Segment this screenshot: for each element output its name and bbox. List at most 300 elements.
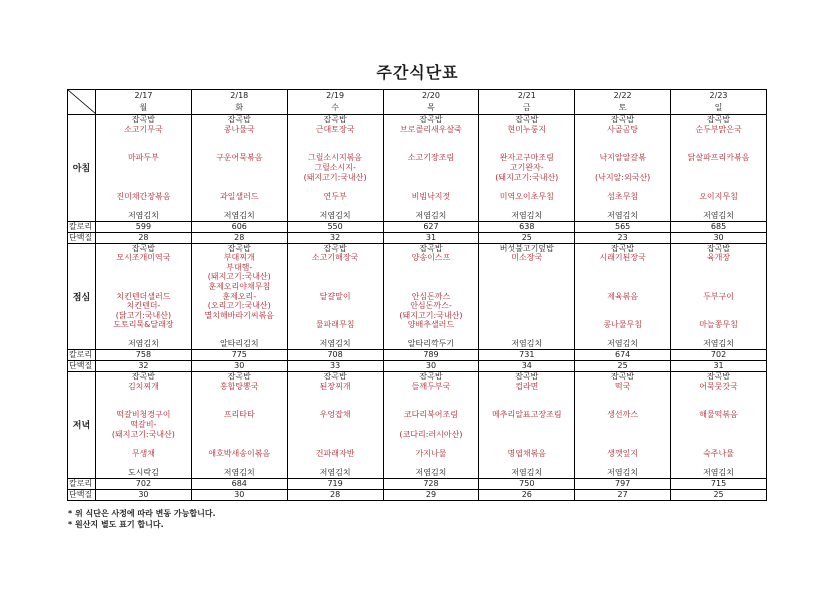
menu-item: 고기완자- bbox=[509, 162, 544, 172]
menu-cell bbox=[671, 115, 767, 222]
menu-item: 멸치해바라기씨볶음 bbox=[204, 310, 275, 320]
meal-row bbox=[68, 115, 767, 222]
menu-item: 구운어묵볶음 bbox=[216, 153, 263, 163]
menu-item: 저염김치 bbox=[415, 210, 447, 220]
protein-value: 30 bbox=[191, 361, 287, 372]
menu-item: 저염김치 bbox=[127, 210, 159, 220]
menu-item bbox=[288, 263, 383, 273]
menu-item bbox=[575, 391, 670, 401]
menu-item: 낙지알알갈볶 bbox=[599, 153, 646, 163]
menu-cell bbox=[191, 372, 287, 479]
menu-item bbox=[671, 134, 766, 144]
menu-item bbox=[384, 282, 479, 292]
menu-item bbox=[671, 401, 766, 411]
menu-item bbox=[671, 311, 766, 321]
menu-item: 그릴소시지- bbox=[314, 162, 356, 172]
day-of-week: 금 bbox=[522, 103, 531, 112]
menu-item: 컵라면 bbox=[515, 381, 539, 391]
menu-item bbox=[384, 201, 479, 211]
menu-item: 완자고구마조림 bbox=[499, 153, 554, 163]
menu-item bbox=[192, 330, 287, 340]
menu-item bbox=[479, 182, 574, 192]
menu-item bbox=[96, 439, 191, 449]
calorie-value: 750 bbox=[479, 478, 575, 489]
menu-cell bbox=[575, 243, 671, 350]
menu-item bbox=[575, 163, 670, 173]
menu-item: 저염김치 bbox=[607, 339, 639, 349]
menu-item bbox=[671, 330, 766, 340]
menu-item: 근대토장국 bbox=[315, 124, 355, 134]
protein-value: 23 bbox=[575, 232, 671, 243]
menu-item: (돼지고기:국내산) bbox=[495, 172, 559, 182]
menu-cell bbox=[287, 115, 383, 222]
menu-item: 저염김치 bbox=[703, 468, 734, 477]
protein-value: 30 bbox=[383, 361, 479, 372]
menu-item bbox=[192, 163, 287, 173]
menu-item bbox=[384, 173, 479, 183]
menu-item: 저염김치 bbox=[319, 210, 351, 220]
menu-item: 시래기된장국 bbox=[599, 253, 646, 263]
menu-item bbox=[671, 272, 766, 282]
protein-value: 32 bbox=[96, 361, 192, 372]
menu-item: 순두부맑은국 bbox=[695, 124, 742, 134]
menu-item: 안심돈까스- bbox=[410, 301, 452, 311]
protein-label: 단백질 bbox=[68, 489, 96, 500]
menu-item: 훈제오리야채무침 bbox=[208, 281, 271, 291]
menu-item: 잡곡밥 bbox=[611, 243, 635, 253]
menu-item: 잡곡밥 bbox=[611, 372, 635, 382]
menu-cell bbox=[287, 372, 383, 479]
menu-item: 잡곡밥 bbox=[706, 372, 731, 382]
menu-item: 잡곡밥 bbox=[323, 115, 347, 124]
day-of-week: 토 bbox=[618, 103, 627, 112]
menu-item bbox=[384, 330, 479, 340]
menu-item: 콩나물국 bbox=[223, 124, 255, 134]
menu-cell bbox=[383, 115, 479, 222]
day-of-week: 화 bbox=[235, 103, 244, 112]
menu-item bbox=[96, 282, 191, 292]
menu-item: 잡곡밥 bbox=[419, 115, 443, 124]
menu-item: 어묵뭇갓국 bbox=[699, 381, 738, 391]
menu-cell bbox=[96, 115, 192, 222]
protein-row bbox=[68, 489, 767, 500]
protein-value: 31 bbox=[383, 232, 479, 243]
menu-item: 현미누룽지 bbox=[507, 124, 547, 134]
menu-cell bbox=[671, 372, 767, 479]
menu-item bbox=[671, 163, 766, 173]
menu-item bbox=[671, 263, 766, 273]
menu-cell bbox=[191, 115, 287, 222]
menu-item bbox=[384, 420, 479, 430]
menu-item bbox=[192, 458, 287, 468]
menu-item: 저염김치 bbox=[127, 339, 159, 349]
menu-item: 건파래자반 bbox=[315, 448, 355, 458]
protein-value: 28 bbox=[191, 232, 287, 243]
menu-item: 물파래무침 bbox=[315, 320, 355, 330]
protein-value: 25 bbox=[671, 489, 767, 500]
day-header bbox=[191, 90, 287, 115]
menu-item: 저염김치 bbox=[703, 210, 734, 220]
menu-item: 홍합탕뽕국 bbox=[219, 381, 259, 391]
menu-cell bbox=[575, 372, 671, 479]
day-date: 2/23 bbox=[709, 91, 728, 100]
menu-item bbox=[288, 134, 383, 144]
menu-item bbox=[384, 391, 479, 401]
menu-item: 김치찌개 bbox=[127, 381, 159, 391]
menu-item: (오리고기:국내산) bbox=[207, 301, 271, 311]
menu-item bbox=[479, 420, 574, 430]
calorie-value: 550 bbox=[287, 221, 383, 232]
menu-item bbox=[288, 430, 383, 440]
menu-item: 미역오이초무침 bbox=[499, 191, 554, 201]
menu-item bbox=[575, 263, 670, 273]
meal-label: 저녁 bbox=[68, 372, 96, 479]
menu-item: 그릴소시지볶음 bbox=[308, 153, 363, 163]
menu-item: 해물떡볶음 bbox=[699, 410, 738, 420]
menu-item: 콩나물무침 bbox=[603, 320, 642, 330]
menu-item: 버섯불고기덮밥 bbox=[499, 243, 554, 253]
menu-item: 떡국 bbox=[614, 381, 631, 391]
menu-item bbox=[384, 144, 479, 154]
calorie-value: 674 bbox=[575, 350, 671, 361]
calorie-value: 627 bbox=[383, 221, 479, 232]
menu-item: 잡곡밥 bbox=[419, 243, 443, 253]
protein-value: 25 bbox=[479, 232, 575, 243]
menu-item: 안심돈까스 bbox=[411, 291, 451, 301]
menu-item bbox=[479, 430, 574, 440]
calorie-label: 칼로리 bbox=[68, 350, 96, 361]
menu-item: 치킨텐더- bbox=[126, 301, 161, 311]
menu-item: 잡곡밥 bbox=[706, 243, 731, 253]
menu-item: (돼지고기:국내산) bbox=[303, 172, 367, 182]
menu-item: 명엽채볶음 bbox=[507, 448, 547, 458]
notes bbox=[68, 508, 216, 530]
menu-item bbox=[671, 201, 766, 211]
menu-item bbox=[575, 182, 670, 192]
menu-item: 된장찌개 bbox=[319, 381, 351, 391]
menu-item bbox=[288, 391, 383, 401]
day-date: 2/18 bbox=[230, 91, 249, 100]
day-date: 2/22 bbox=[613, 91, 632, 100]
menu-item bbox=[192, 391, 287, 401]
calorie-label: 칼로리 bbox=[68, 478, 96, 489]
day-header bbox=[671, 90, 767, 115]
menu-item bbox=[575, 458, 670, 468]
menu-item: 저염김치 bbox=[511, 468, 543, 477]
menu-item: 미소장국 bbox=[511, 253, 543, 263]
calorie-label: 칼로리 bbox=[68, 221, 96, 232]
menu-item bbox=[479, 272, 574, 282]
menu-item: 달걀말이 bbox=[319, 291, 351, 301]
menu-item: 가지나물 bbox=[415, 448, 447, 458]
menu-item bbox=[575, 272, 670, 282]
menu-item bbox=[384, 401, 479, 411]
menu-item: 도시락김 bbox=[127, 468, 159, 477]
menu-item bbox=[288, 311, 383, 321]
day-date: 2/21 bbox=[517, 91, 536, 100]
meal-label: 아침 bbox=[68, 115, 96, 222]
menu-item: 저염김치 bbox=[415, 468, 447, 477]
protein-value: 30 bbox=[671, 232, 767, 243]
menu-item bbox=[96, 134, 191, 144]
menu-item: 제육볶음 bbox=[607, 291, 639, 301]
menu-item: (닭고기:국내산) bbox=[115, 310, 172, 320]
menu-item: 모시조개미역국 bbox=[116, 253, 171, 263]
menu-item: 저염김치 bbox=[703, 339, 734, 349]
menu-item: 훈제오리- bbox=[222, 291, 257, 301]
menu-item bbox=[384, 439, 479, 449]
calorie-value: 758 bbox=[96, 350, 192, 361]
menu-item bbox=[192, 134, 287, 144]
menu-cell bbox=[287, 243, 383, 350]
protein-value: 28 bbox=[96, 232, 192, 243]
menu-item: 잡곡밥 bbox=[131, 243, 156, 253]
menu-item: 과일샐러드 bbox=[219, 191, 259, 201]
menu-item: 잡곡밥 bbox=[611, 115, 635, 124]
menu-item: 무생채 bbox=[131, 448, 156, 458]
menu-item: 생깻잎지 bbox=[607, 448, 639, 458]
menu-item: 잡곡밥 bbox=[515, 115, 539, 124]
menu-item bbox=[479, 320, 574, 330]
day-of-week: 목 bbox=[427, 103, 435, 112]
menu-item: 소고기장조림 bbox=[407, 153, 455, 163]
menu-item: 양송이스프 bbox=[411, 253, 451, 263]
day-of-week: 월 bbox=[139, 103, 148, 112]
menu-item bbox=[288, 182, 383, 192]
menu-item bbox=[192, 439, 287, 449]
menu-item bbox=[671, 182, 766, 192]
menu-item bbox=[575, 430, 670, 440]
menu-item bbox=[384, 134, 479, 144]
menu-item bbox=[288, 201, 383, 211]
day-header bbox=[575, 90, 671, 115]
menu-item bbox=[288, 272, 383, 282]
menu-item bbox=[479, 439, 574, 449]
day-of-week: 일 bbox=[714, 103, 723, 112]
calorie-value: 719 bbox=[287, 478, 383, 489]
menu-item bbox=[479, 292, 574, 302]
menu-item: 양배추샐러드 bbox=[407, 320, 455, 330]
menu-item: 오이지무침 bbox=[699, 191, 738, 201]
menu-item: 섬초무침 bbox=[607, 191, 639, 201]
calorie-value: 715 bbox=[671, 478, 767, 489]
menu-item: (돼지고기:국내산) bbox=[399, 310, 463, 320]
menu-item bbox=[96, 201, 191, 211]
menu-item: 마늘쫑무침 bbox=[699, 320, 738, 330]
menu-item: 애호박새송이볶음 bbox=[208, 448, 271, 458]
menu-item bbox=[288, 301, 383, 311]
menu-item bbox=[575, 401, 670, 411]
calorie-row bbox=[68, 350, 767, 361]
menu-item: 저염김치 bbox=[511, 339, 543, 349]
calorie-value: 685 bbox=[671, 221, 767, 232]
day-date: 2/20 bbox=[421, 91, 440, 100]
calorie-value: 731 bbox=[479, 350, 575, 361]
menu-item: 저염김치 bbox=[607, 468, 639, 477]
menu-item: 저염김치 bbox=[223, 468, 255, 477]
menu-item bbox=[671, 430, 766, 440]
menu-item bbox=[671, 439, 766, 449]
menu-item: 떡갈비청경구이 bbox=[116, 410, 171, 420]
menu-item bbox=[288, 420, 383, 430]
protein-row bbox=[68, 361, 767, 372]
menu-cell bbox=[96, 243, 192, 350]
menu-item: 소고기해장국 bbox=[311, 253, 359, 263]
day-header bbox=[383, 90, 479, 115]
day-date: 2/17 bbox=[134, 91, 153, 100]
calorie-row bbox=[68, 221, 767, 232]
calorie-value: 702 bbox=[96, 478, 192, 489]
menu-item: (돼지고기:국내산) bbox=[207, 272, 271, 282]
protein-value: 30 bbox=[191, 489, 287, 500]
menu-item bbox=[671, 173, 766, 183]
menu-item bbox=[479, 391, 574, 401]
menu-item bbox=[288, 330, 383, 340]
day-header bbox=[96, 90, 192, 115]
menu-item bbox=[192, 201, 287, 211]
menu-item bbox=[575, 301, 670, 311]
protein-value: 34 bbox=[479, 361, 575, 372]
menu-item: 브로콜리새우살죽 bbox=[400, 124, 462, 134]
menu-item: 부대찌개 bbox=[223, 253, 255, 263]
menu-item: 저염김치 bbox=[223, 210, 255, 220]
menu-item bbox=[479, 311, 574, 321]
calorie-value: 684 bbox=[191, 478, 287, 489]
menu-item bbox=[479, 201, 574, 211]
menu-item bbox=[96, 330, 191, 340]
calorie-value: 702 bbox=[671, 350, 767, 361]
protein-label: 단백질 bbox=[68, 361, 96, 372]
protein-value: 25 bbox=[575, 361, 671, 372]
menu-item bbox=[575, 330, 670, 340]
menu-item: 저염김치 bbox=[607, 210, 639, 220]
menu-item: 코다리북어조림 bbox=[403, 410, 458, 420]
menu-cell bbox=[383, 243, 479, 350]
menu-item: 알타리김치 bbox=[219, 339, 259, 349]
menu-item bbox=[479, 282, 574, 292]
menu-item: 잡곡밥 bbox=[515, 372, 539, 382]
menu-item: 들깨두부국 bbox=[411, 381, 451, 391]
menu-item bbox=[479, 134, 574, 144]
menu-item bbox=[96, 458, 191, 468]
menu-item bbox=[288, 439, 383, 449]
menu-item: 저염김치 bbox=[511, 210, 543, 220]
menu-item bbox=[192, 173, 287, 183]
meal-label: 점심 bbox=[68, 243, 96, 350]
menu-item bbox=[96, 272, 191, 282]
menu-item: 비빔낙지젓 bbox=[411, 191, 451, 201]
menu-item: 우엉잡채 bbox=[319, 410, 351, 420]
menu-item: 마파두부 bbox=[127, 153, 159, 163]
menu-item bbox=[192, 401, 287, 411]
menu-item: 부대햄- bbox=[226, 262, 253, 272]
menu-item: (돼지고기:국내산) bbox=[111, 429, 175, 439]
menu-item: 저염김치 bbox=[319, 339, 351, 349]
menu-item: 숙주나물 bbox=[703, 448, 734, 458]
protein-value: 31 bbox=[671, 361, 767, 372]
menu-item: 연두부 bbox=[323, 191, 347, 201]
menu-cell bbox=[383, 372, 479, 479]
menu-item: 잡곡밥 bbox=[706, 115, 731, 124]
calorie-value: 708 bbox=[287, 350, 383, 361]
menu-item: 소고기무국 bbox=[124, 124, 163, 134]
note-line: * 원산지 별도 표기 합니다. bbox=[68, 520, 164, 529]
menu-item bbox=[575, 439, 670, 449]
menu-cell bbox=[575, 115, 671, 222]
menu-item: 잡곡밥 bbox=[227, 115, 251, 124]
menu-item: 잡곡밥 bbox=[227, 372, 251, 382]
meal-row bbox=[68, 372, 767, 479]
calorie-value: 775 bbox=[191, 350, 287, 361]
menu-item: 메추리알표고장조림 bbox=[492, 410, 562, 420]
menu-item bbox=[575, 311, 670, 321]
calorie-row bbox=[68, 478, 767, 489]
menu-item bbox=[671, 458, 766, 468]
calorie-value: 638 bbox=[479, 221, 575, 232]
protein-value: 32 bbox=[287, 232, 383, 243]
page-title: 주간식단표 bbox=[376, 63, 459, 82]
menu-item: 저염김치 bbox=[319, 468, 351, 477]
menu-item bbox=[479, 458, 574, 468]
calorie-value: 797 bbox=[575, 478, 671, 489]
menu-item bbox=[384, 263, 479, 273]
menu-item: 잡곡밥 bbox=[323, 372, 347, 382]
menu-item bbox=[192, 182, 287, 192]
calorie-value: 789 bbox=[383, 350, 479, 361]
day-date: 2/19 bbox=[326, 91, 345, 100]
menu-item bbox=[479, 263, 574, 273]
menu-item bbox=[96, 401, 191, 411]
menu-item bbox=[96, 263, 191, 273]
menu-cell bbox=[96, 372, 192, 479]
menu-item: 도토리묵&달래장 bbox=[113, 320, 174, 330]
menu-item bbox=[479, 301, 574, 311]
menu-item bbox=[384, 272, 479, 282]
day-of-week: 수 bbox=[331, 103, 339, 112]
menu-item bbox=[384, 163, 479, 173]
menu-cell bbox=[671, 243, 767, 350]
menu-item bbox=[288, 144, 383, 154]
menu-item: 사골곰탕 bbox=[607, 124, 639, 134]
menu-item bbox=[384, 182, 479, 192]
menu-item bbox=[479, 144, 574, 154]
menu-item: 잡곡밥 bbox=[131, 115, 156, 124]
menu-item bbox=[575, 201, 670, 211]
menu-item bbox=[96, 144, 191, 154]
menu-item bbox=[96, 163, 191, 173]
menu-item bbox=[96, 391, 191, 401]
protein-value: 33 bbox=[287, 361, 383, 372]
menu-cell bbox=[479, 243, 575, 350]
menu-item: 두부구이 bbox=[703, 291, 734, 301]
meal-row bbox=[68, 243, 767, 350]
menu-item bbox=[288, 458, 383, 468]
menu-item bbox=[288, 401, 383, 411]
menu-item bbox=[96, 182, 191, 192]
menu-item: 프리타타 bbox=[223, 410, 255, 420]
calorie-value: 599 bbox=[96, 221, 192, 232]
menu-item: 치킨텐더샐러드 bbox=[116, 291, 171, 301]
menu-item: 잡곡밥 bbox=[323, 243, 347, 253]
menu-item bbox=[192, 144, 287, 154]
protein-row bbox=[68, 232, 767, 243]
menu-item bbox=[479, 330, 574, 340]
menu-item: 잡곡밥 bbox=[227, 243, 251, 253]
menu-cell bbox=[191, 243, 287, 350]
menu-item: 진미채간장볶음 bbox=[116, 191, 171, 201]
protein-value: 27 bbox=[575, 489, 671, 500]
protein-label: 단백질 bbox=[68, 232, 96, 243]
